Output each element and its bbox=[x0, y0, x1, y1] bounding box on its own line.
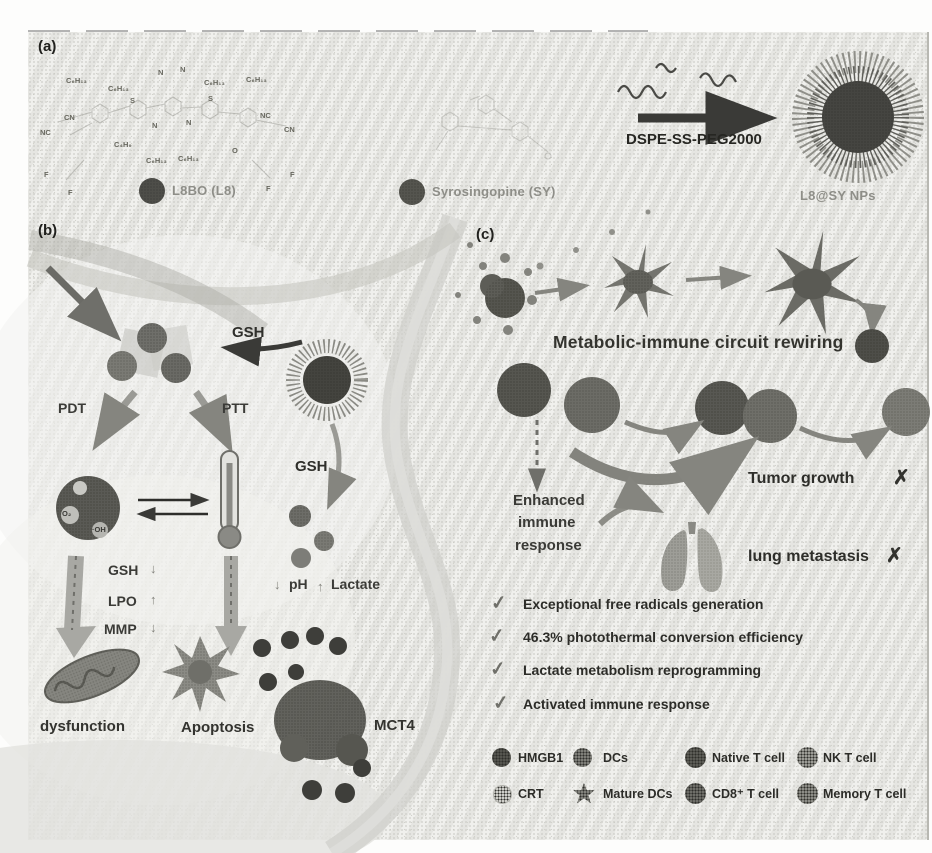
syrosingopine-structure-skeleton bbox=[436, 95, 551, 159]
check-icon: ✓ bbox=[488, 658, 507, 681]
ph-label: pH bbox=[289, 576, 308, 592]
dc-uptake-arrow bbox=[535, 286, 584, 293]
lactate-arrow-icon: ↑ bbox=[317, 579, 324, 594]
legend-label-memory-t-cell: Memory T cell bbox=[823, 787, 907, 801]
legend-marker-nk-t-cell bbox=[797, 747, 818, 768]
legend-label-hmgb1: HMGB1 bbox=[518, 751, 564, 765]
atom-label: C₆H₁₃ bbox=[246, 75, 267, 84]
dying-tumor-cell-icon bbox=[455, 242, 537, 335]
mmp-marker-label: MMP bbox=[104, 621, 137, 637]
molecule2-label: Syrosingopine (SY) bbox=[432, 184, 556, 199]
ptt-label: PTT bbox=[222, 400, 249, 416]
atom-label: F bbox=[290, 170, 295, 179]
lpo-marker-arrow-icon: ↑ bbox=[150, 592, 157, 607]
gsh-release-label: GSH bbox=[232, 324, 265, 341]
legend-label-cd8-t-cell: CD8⁺ T cell bbox=[712, 787, 780, 801]
check-icon: ✓ bbox=[489, 592, 508, 615]
dc-maturation-arrow bbox=[686, 276, 746, 280]
atom-label: NC bbox=[40, 128, 51, 137]
panel-c-title: Metabolic-immune circuit rewiring bbox=[553, 332, 844, 352]
dendritic-cell-icon bbox=[604, 244, 674, 318]
checklist-item: Activated immune response bbox=[523, 696, 710, 712]
thermometer-icon bbox=[219, 451, 241, 548]
enhanced-line1: Enhanced bbox=[513, 492, 585, 509]
legend-label-mature-dcs: Mature DCs bbox=[603, 787, 673, 801]
panel-c-label: (c) bbox=[476, 226, 495, 243]
mct4-label: MCT4 bbox=[374, 717, 415, 734]
legend-marker-memory-t-cell bbox=[797, 783, 818, 804]
atom-label: C₆H₁₃ bbox=[178, 154, 199, 163]
ph-arrow-icon: ↓ bbox=[274, 577, 281, 592]
atom-label: C₆H₁₃ bbox=[66, 76, 87, 85]
check-icon: ✓ bbox=[491, 692, 510, 715]
mature-dendritic-cell-icon bbox=[764, 231, 862, 335]
atom-label: NC bbox=[260, 111, 271, 120]
nanoparticle-icon bbox=[803, 62, 913, 172]
atom-label: S bbox=[130, 96, 136, 105]
polymer-label: DSPE-SS-PEG2000 bbox=[626, 131, 762, 148]
panel-b-label: (b) bbox=[38, 222, 58, 239]
ros-o2-label: O₂ bbox=[62, 509, 72, 518]
ros-oh-label: ·OH bbox=[92, 525, 106, 534]
atom-label: N bbox=[152, 121, 158, 130]
apoptosis-label: Apoptosis bbox=[181, 719, 255, 736]
atom-label: C₆H₁₃ bbox=[146, 156, 167, 165]
atom-label: N bbox=[180, 65, 186, 74]
atom-label: N bbox=[186, 118, 192, 127]
lpo-marker-label: LPO bbox=[108, 593, 137, 609]
lungs-icon bbox=[661, 522, 722, 592]
enhanced-line2: immune bbox=[518, 514, 576, 531]
atom-label: N bbox=[158, 68, 164, 77]
atom-label: F bbox=[68, 188, 73, 197]
legend-label-nk-t-cell: NK T cell bbox=[823, 751, 877, 765]
mct4-transporter-icon bbox=[274, 680, 368, 766]
atom-label: CN bbox=[284, 125, 295, 134]
checklist-item: Lactate metabolism reprogramming bbox=[523, 662, 762, 678]
legend-marker-native-t-cell bbox=[685, 747, 706, 768]
legend-label-crt: CRT bbox=[518, 787, 544, 801]
legend-marker-cd8-t-cell bbox=[685, 783, 706, 804]
legend-marker-hmgb1 bbox=[492, 748, 511, 767]
lung-metastasis-label: lung metastasis bbox=[748, 548, 869, 565]
check-icon: ✓ bbox=[487, 625, 506, 648]
panel-a-label: (a) bbox=[38, 38, 57, 55]
atom-label: CN bbox=[64, 113, 75, 122]
nanoparticle-trail-dots bbox=[537, 210, 651, 270]
legend-marker-crt bbox=[493, 785, 512, 804]
molecule1-label: L8BO (L8) bbox=[172, 183, 236, 198]
checklist-item: 46.3% photothermal conversion efficiency bbox=[523, 629, 804, 645]
tumor-growth-cross-icon: ✗ bbox=[893, 467, 910, 489]
lactate-label: Lactate bbox=[331, 576, 381, 592]
pdt-label: PDT bbox=[58, 400, 86, 416]
gsh-depletion-label: GSH bbox=[295, 458, 328, 475]
mmp-marker-arrow-icon: ↓ bbox=[150, 620, 157, 635]
enhanced-line3: response bbox=[515, 537, 582, 554]
atom-label: F bbox=[44, 170, 49, 179]
polymer-squiggle-icon bbox=[618, 64, 736, 98]
priming-arrow bbox=[856, 300, 872, 330]
lung-metastasis-cross-icon: ✗ bbox=[886, 545, 903, 567]
ros-blob-icon bbox=[56, 476, 120, 540]
atom-label: O bbox=[232, 146, 238, 155]
atom-label: C₆H₁₃ bbox=[204, 78, 225, 87]
dysfunction-label: dysfunction bbox=[40, 718, 125, 735]
checklist-item: Exceptional free radicals generation bbox=[523, 596, 764, 612]
atom-label: S bbox=[208, 94, 214, 103]
legend-marker-dcs bbox=[573, 748, 592, 767]
legend-label-native-t-cell: Native T cell bbox=[712, 751, 785, 765]
legend-label-dcs: DCs bbox=[603, 751, 629, 765]
tumor-growth-label: Tumor growth bbox=[748, 470, 855, 487]
gsh-marker-label: GSH bbox=[108, 562, 139, 578]
nanoparticle-label: L8@SY NPs bbox=[800, 188, 876, 203]
atom-label: C₆H₁₃ bbox=[108, 84, 129, 93]
gsh-marker-arrow-icon: ↓ bbox=[150, 561, 157, 576]
l8bo-structure-skeleton bbox=[58, 97, 286, 180]
atom-label: C₄H₉ bbox=[114, 140, 132, 149]
atom-label: F bbox=[266, 184, 271, 193]
